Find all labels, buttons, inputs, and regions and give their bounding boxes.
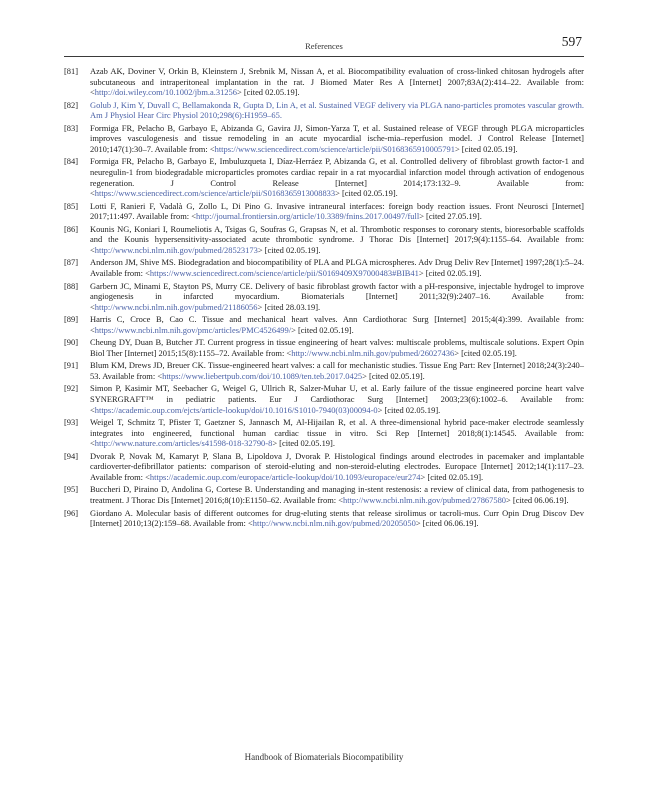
reference-citation-date: > [cited 02.05.19]. — [454, 347, 517, 358]
reference-citation-date: > [cited 02.05.19]. — [377, 404, 441, 415]
reference-entry — [64, 281, 584, 313]
page-header — [64, 36, 584, 57]
reference-entry — [64, 100, 584, 121]
reference-number: [90] — [64, 337, 79, 348]
reference-entry — [64, 451, 584, 483]
reference-number: [82] — [64, 99, 79, 110]
reference-link[interactable]: http://www.ncbi.nlm.nih.gov/pubmed/26027436 — [291, 347, 455, 358]
reference-number: [83] — [64, 122, 79, 133]
reference-citation-date: > [cited 28.03.19]. — [257, 301, 321, 312]
reference-link[interactable]: http://journal.frontiersin.org/article/10.3389/fnins.2017.00497/full — [196, 211, 420, 222]
reference-citation-date: > [cited 06.06.19]. — [415, 518, 479, 529]
reference-citation-date: > [cited 02.05.19]. — [454, 143, 518, 154]
reference-text: Blum KM, Drews JD, Breuer CK. Tissue-engineered heart valves: a call for mechanistic studies. Tissue Eng Part: Rev [Internet] 2018;24(3):240–53. Available from: < — [90, 360, 584, 381]
reference-number: [85] — [64, 200, 79, 211]
reference-number: [81] — [64, 66, 79, 76]
reference-link[interactable]: https://www.sciencedirect.com/science/article/pii/S0169409X97000483#BIB41 — [149, 268, 419, 279]
reference-citation-date: > [cited 02.05.19]. — [257, 244, 321, 255]
reference-entry — [64, 360, 584, 381]
reference-text: Formiga FR, Pelacho B, Garbayo E, Abizanda G, Gavira JJ, Simon-Yarza T, et al. Sustained release of VEGF through PLGA microparticles improves vasculogenesis and tissue remodeling in an acute myocardial ische-mia–reperfusion model. J Control Release [Internet] 2010;147(1):30–7. Available from: < — [90, 122, 584, 154]
reference-text: Cheung DY, Duan B, Butcher JT. Current progress in tissue engineering of heart valves: multiscale problems, multiscale solutions. Expert Opin Biol Ther [Internet] 2015;15(8):1155–72. Available from: < — [90, 337, 584, 358]
reference-citation-date: > [cited 02.05.19]. — [291, 324, 354, 335]
reference-number: [92] — [64, 383, 79, 394]
page-number: 597 — [561, 34, 582, 49]
page-footer: Handbook of Biomaterials Biocompatibility — [244, 752, 404, 762]
reference-link[interactable]: http://doi.wiley.com/10.1002/jbm.a.31256 — [94, 87, 237, 98]
reference-entry — [64, 224, 584, 256]
reference-link[interactable]: https://www.sciencedirect.com/science/article/pii/S0168365913008833 — [94, 188, 336, 199]
reference-link[interactable]: http://www.ncbi.nlm.nih.gov/pubmed/20205050 — [252, 518, 416, 529]
reference-link[interactable]: http://www.ncbi.nlm.nih.gov/pubmed/21186056 — [94, 301, 258, 312]
reference-link[interactable]: http://www.ncbi.nlm.nih.gov/pubmed/27867580 — [342, 495, 507, 506]
reference-citation-date: > [cited 02.05.19]. — [418, 268, 482, 279]
reference-link[interactable]: https://academic.oup.com/europace/article-lookup/doi/10.1093/europace/eur274 — [149, 471, 421, 482]
reference-list — [64, 66, 584, 531]
reference-number: [91] — [64, 360, 79, 371]
reference-text: Formiga FR, Pelacho B, Garbayo E, Imbuluzqueta I, Díaz-Herráez P, Abizanda G, et al. Controlled delivery of fibroblast growth factor-1 and neuregulin-1 from biodegradable microparticles promotes cardiac repair in a rat myocardial infarction model through activation of endogenous regeneration. J Control Release [Internet] 2014;173:132–9. Available from: < — [90, 156, 584, 199]
reference-number: [95] — [64, 484, 79, 495]
reference-entry — [64, 508, 584, 529]
reference-entry — [64, 484, 584, 505]
reference-citation-date: > [cited 02.05.19]. — [420, 471, 484, 482]
reference-text: Giordano A. Molecular basis of different outcomes for drug-eluting stents that release sirolimus or tacroli-mus. Curr Opin Drug Discov Dev [Internet] 2010;13(2):159–68. Available from: < — [90, 507, 584, 529]
reference-number: [94] — [64, 450, 79, 461]
reference-link[interactable]: http://www.ncbi.nlm.nih.gov/pubmed/28523173 — [94, 244, 258, 255]
reference-number: [89] — [64, 314, 79, 325]
reference-citation-date: > [cited 02.05.19]. — [362, 370, 425, 381]
reference-text: Garbern JC, Minami E, Stayton PS, Murry CE. Delivery of basic fibroblast growth factor with a pH-responsive, injectable hydrogel to improve angiogenesis in infarcted myocardium. Biomaterials [Internet] 2011;32(9):2407–16. Available from: < — [90, 280, 584, 312]
reference-link[interactable]: http://www.nature.com/articles/s41598-018-32790-8 — [94, 438, 273, 449]
reference-entry — [64, 314, 584, 335]
reference-entry — [64, 417, 584, 449]
reference-citation-date: > [cited 02.05.19]. — [272, 438, 335, 449]
reference-number: [88] — [64, 280, 79, 291]
reference-entry — [64, 156, 584, 198]
reference-number: [84] — [64, 156, 79, 167]
reference-text: Azab AK, Doviner V, Orkin B, Kleinstern J, Srebnik M, Nissan A, et al. Biocompatibility evaluation of cross-linked chitosan hydrogels after subcutaneous and intraperitoneal implantation in the rat. J Biomed Mater Res A [Internet] 2007;83A(2):414–22. Available from: < — [90, 66, 584, 98]
reference-text: Buccheri D, Piraino D, Andolina G, Cortese B. Understanding and managing in-stent restenosis: a review of clinical data, from pathogenesis to treatment. J Thorac Dis [Internet] 2016;8(10):E1150–62. Available from: < — [90, 484, 584, 506]
reference-entry — [64, 337, 584, 358]
reference-link[interactable]: https://www.liebertpub.com/doi/10.1089/ten.teb.2017.0425 — [162, 370, 363, 381]
reference-text: Anderson JM, Shive MS. Biodegradation and biocompatibility of PLA and PLGA microspheres. Adv Drug Deliv Rev [Internet] 1997;28(1):5–24. Available from: < — [90, 257, 584, 279]
running-head: References — [305, 41, 343, 51]
reference-text: Harris C, Croce B, Cao C. Tissue and mechanical heart valves. Ann Cardiothorac Surg [Internet] 2015;4(4):399. Available from: < — [90, 314, 584, 335]
reference-link[interactable]: https://www.sciencedirect.com/science/article/pii/S0168365910005791 — [214, 143, 455, 154]
reference-citation-date: > [cited 06.06.19]. — [506, 495, 569, 506]
reference-citation-date: > [cited 02.05.19]. — [335, 188, 398, 199]
reference-text: Dvorak P, Novak M, Kamaryt P, Slana B, Lipoldova J, Dvorak P. Histological findings around electrodes in pacemaker and implantable cardioverter-defibrillator patients: comparison of steroid-eluting and non-steroid-eluting electrodes. Europace [Internet] 2012;14(1):117–23. Available from: < — [90, 450, 584, 482]
reference-link[interactable]: https://www.ncbi.nlm.nih.gov/pmc/articles/PMC4526499/ — [94, 324, 292, 335]
reference-number: [86] — [64, 223, 79, 234]
reference-text: Weigel T, Schmitz T, Pfister T, Gaetzner S, Jannasch M, Al-Hijailan R, et al. A three-dimensional hybrid pace-maker electrode seamlessly integrates into engineered, functional human cardiac tissue in vitro. Sci Rep [Internet] 2018;8(1):14545. Available from: < — [90, 417, 584, 449]
reference-number: [87] — [64, 257, 79, 268]
reference-entry — [64, 257, 584, 278]
reference-number: [93] — [64, 417, 79, 428]
reference-link[interactable]: https://academic.oup.com/ejcts/article-lookup/doi/10.1016/S1010-7940(03)00094-0 — [94, 404, 378, 415]
reference-citation-date: > [cited 27.05.19]. — [419, 211, 482, 222]
reference-entry — [64, 201, 584, 222]
reference-citation-date: > [cited 02.05.19]. — [236, 87, 300, 98]
reference-link[interactable]: Golub J, Kim Y, Duvall C, Bellamakonda R, Gupta D, Lin A, et al. Sustained VEGF delivery via PLGA nano-particles promotes vascular growth. Am J Physiol Hear Circ Physiol 2010;298(6):H1959–65. — [90, 99, 584, 121]
reference-text: Lotti F, Ranieri F, Vadalà G, Zollo L, Di Pino G. Invasive intraneural interfaces: foreign body reaction issues. Front Neurosci [Internet] 2017;11:497. Available from: < — [90, 200, 584, 222]
reference-entry — [64, 66, 584, 98]
reference-text: Simon P, Kasimir MT, Seebacher G, Weigel G, Ullrich R, Salzer-Muhar U, et al. Early failure of the tissue engineered porcine heart valve SYNERGRAFT™ in pediatric patients. Eur J Cardiothorac Surg [Internet] 2003;23(6):1002–6. Available from: < — [90, 383, 584, 415]
reference-entry — [64, 123, 584, 155]
reference-text: Kounis NG, Koniari I, Roumeliotis A, Tsigas G, Soufras G, Grapsas N, et al. Thrombotic responses to coronary stents, bioresorbable scaffolds and the Kounis hypersensitivity-associated acute thrombotic syndrome. J Thorac Dis [Internet] 2017;9(4):1155–64. Available from: < — [90, 223, 584, 255]
reference-entry — [64, 383, 584, 415]
reference-number: [96] — [64, 507, 79, 518]
